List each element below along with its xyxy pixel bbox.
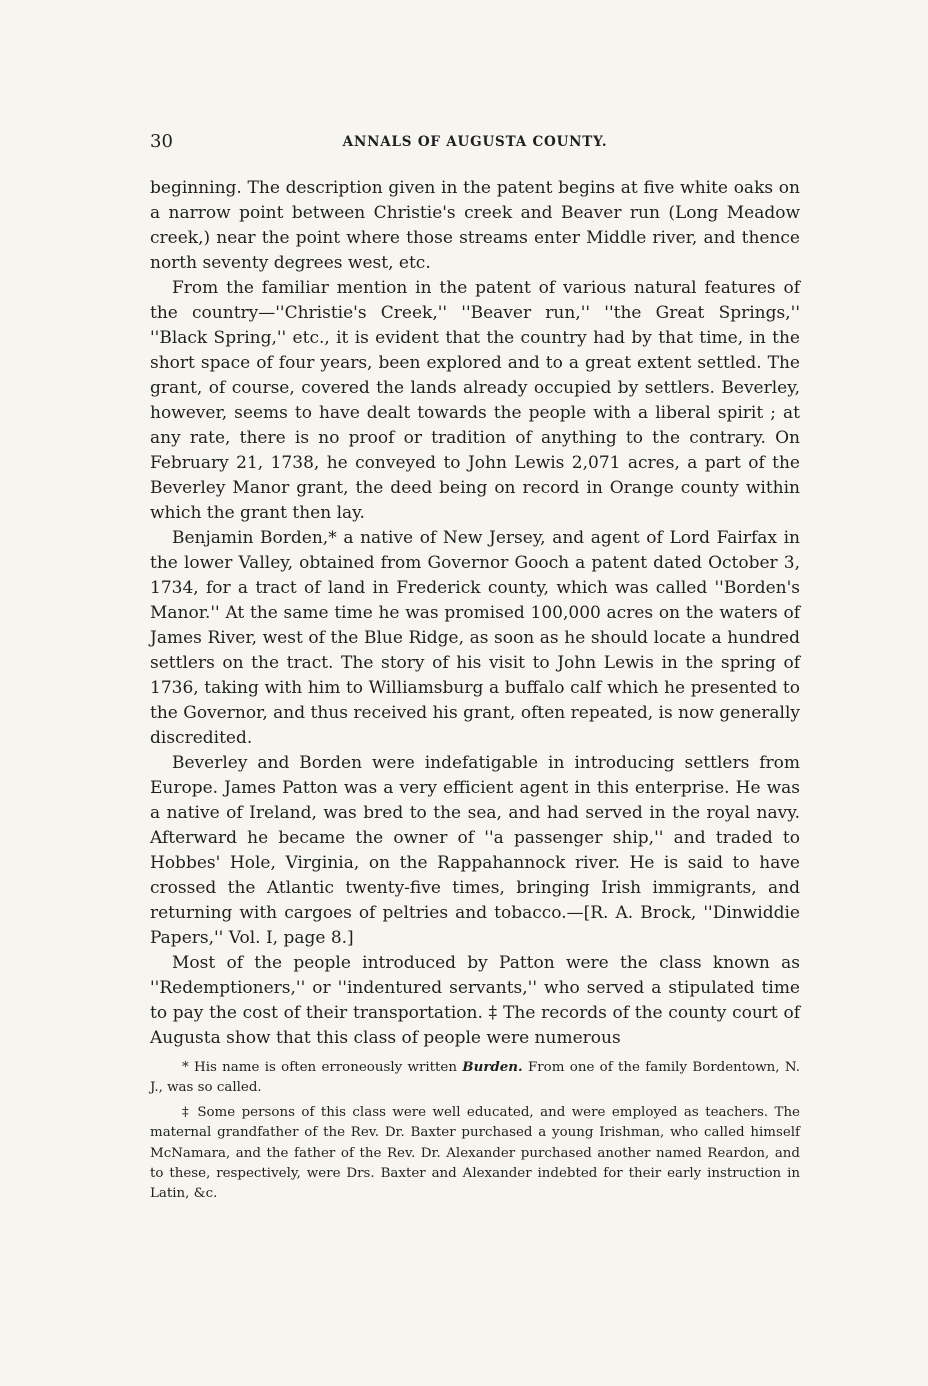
book-page [150, 130, 800, 1205]
body-text [150, 176, 800, 1051]
paragraph-5: Most of the people introduced by Patton were the class known as ''Redemptioners,'' or ''indentured servants,'' who served a stipulated time to pay the cost of their transportation. ‡ The records of the county court of Augusta show that this class of people were numerous [150, 953, 800, 1048]
paragraph-1: beginning. The description given in the patent begins at five white oaks on a narrow point between Christie's creek and Beaver run (Long Meadow creek,) near the point where those streams enter Middle river, and thence north seventy degrees west, etc. [150, 178, 800, 273]
running-head [150, 130, 800, 154]
footnote-borden [150, 1057, 800, 1099]
footnote-borden-text-end: From one of the family Bordentown, N. J., was so called. [150, 1060, 800, 1096]
paragraph-4: Beverley and Borden were indefatigable in introducing settlers from Europe. James Patton was a very efficient agent in this enterprise. He was a native of Ireland, was bred to the sea, and had served in the royal navy. Afterward he became the owner of ''a passenger ship,'' and traded to Hobbes' Hole, Virginia, on the Rappahannock river. He is said to have crossed the Atlantic twenty-five times, bringing Irish immigrants, and returning with cargoes of peltries and tobacco.—[R. A. Brock, ''Dinwiddie Papers,'' Vol. I, page 8.] [150, 753, 800, 948]
paragraph-3: Benjamin Borden,* a native of New Jersey, and agent of Lord Fairfax in the lower Valley, obtained from Governor Gooch a patent dated October 3, 1734, for a tract of land in Frederick county, which was called ''Borden's Manor.'' At the same time he was promised 100,000 acres on the waters of James River, west of the Blue Ridge, as soon as he should locate a hundred settlers on the tract. The story of his visit to John Lewis in the spring of 1736, taking with him to Williamsburg a buffalo calf which he presented to the Governor, and thus received his grant, often repeated, is now generally discredited. [150, 528, 800, 748]
footnote-borden-italic: Burden. [462, 1059, 523, 1075]
footnote-redemptioners: ‡ Some persons of this class were well educated, and were employed as teachers. The maternal grandfather of the Rev. Dr. Baxter purchased a young Irishman, who called himself McNamara, and the father of the Rev. Dr. Alexander purchased another named Reardon, and to these, respectively, were Drs. Baxter and Alexander indebted for their early instruction in Latin, &c. [150, 1104, 800, 1202]
footnotes [150, 1057, 800, 1205]
paragraph-2: From the familiar mention in the patent of various natural features of the country—''Christie's Creek,'' ''Beaver run,'' ''the Great Springs,'' ''Black Spring,'' etc., it is evident that the country had by that time, in the short space of four years, been explored and to a great extent settled. The grant, of course, covered the lands already occupied by settlers. Beverley, however, seems to have dealt towards the people with a liberal spirit ; at any rate, there is no proof or tradition of anything to the contrary. On February 21, 1738, he conveyed to John Lewis 2,071 acres, a part of the Beverley Manor grant, the deed being on record in Orange county within which the grant then lay. [150, 278, 800, 523]
running-title: ANNALS OF AUGUSTA COUNTY. [342, 134, 608, 150]
page-number: 30 [150, 131, 173, 152]
footnote-borden-text-start: * His name is often erroneously written [182, 1060, 463, 1075]
